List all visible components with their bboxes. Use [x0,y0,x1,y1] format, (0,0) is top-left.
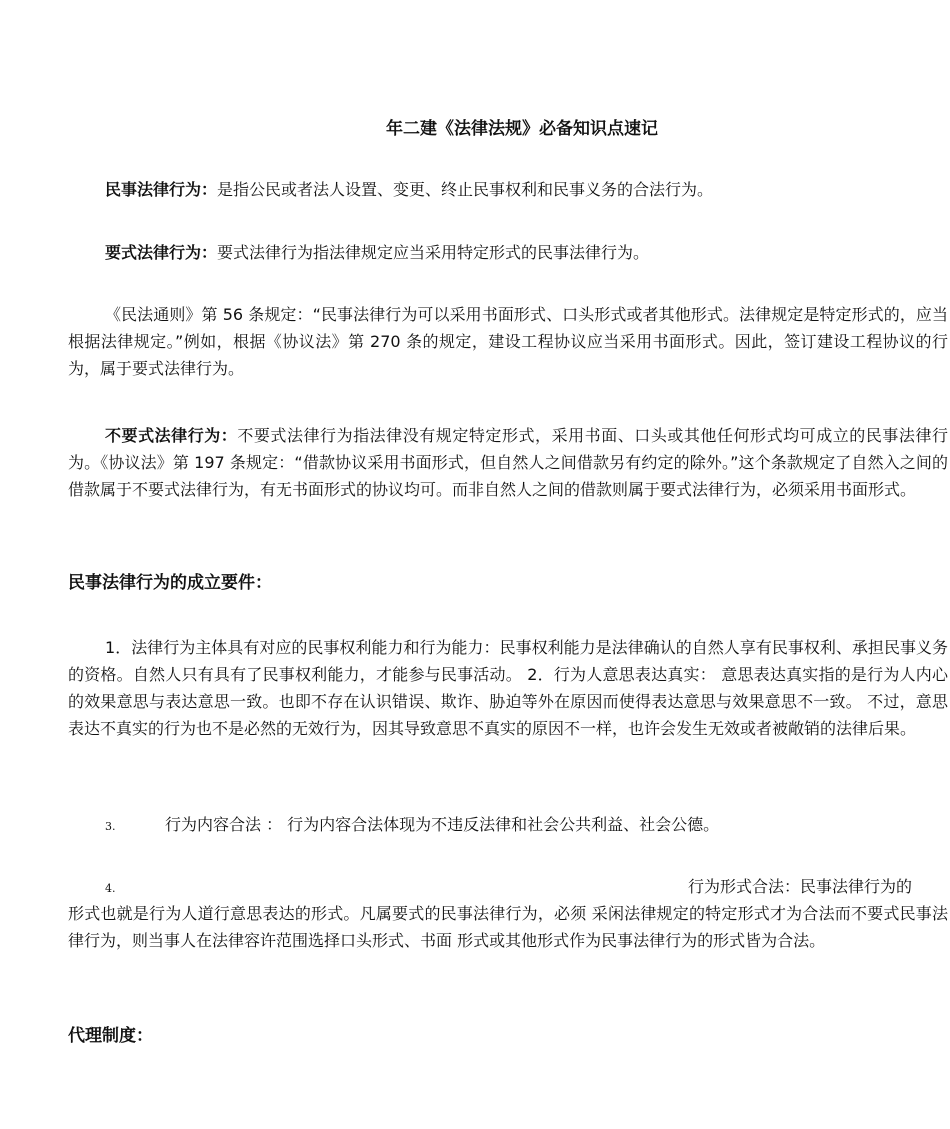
list-item-3-number: 3. [105,820,116,833]
paragraph-informal-legal-act [68,422,948,503]
section-heading-requirements: 民事法律行为的成立要件： [68,573,272,593]
document-title: 年二建《法律法规》必备知识点速记 [386,119,658,139]
term-informal-legal-act: 不要式法律行为： [105,426,238,445]
paragraph-formal-legal-act [68,239,948,266]
definition-civil-legal-act: 是指公民或者法人设置、变更、终止民事权利和民事义务的合法行为。 [217,180,714,199]
paragraph-requirements-1-2: 1．法律行为主体具有对应的民事权利能力和行为能力：民事权利能力是法律确认的自然人享有民事权利、承担民事义务的资格。自然人只有具有了民事权利能力，才能参与民事活动。 2．行为人意思表达真实： 意思表达真实指的是行为人内心的效果意思与表达意思一致。也即不存在认识错误、欺诈、胁迫等外在原因而使得表达意思与效果意思不一致。 不过，意思表达不真实的行为也不是必然的无效行为，因其导致意思不真实的原因不一样，也许会发生无效或者被敞销的法律后果。 [68,638,948,738]
paragraph-civil-law-article-56: 《民法通则》第 56 条规定：“民事法律行为可以采用书面形式、口头形式或者其他形式。法律规定是特定形式的，应当根据法律规定。”例如，根据《协议法》第 270 条的规定，建设工程协议应当采用书面形式。因此，签订建设工程协议的行为，属于要式法律行为。 [68,305,948,378]
list-item-3 [68,811,948,838]
definition-formal-legal-act: 要式法律行为指法律规定应当采用特定形式的民事法律行为。 [217,243,650,262]
list-item-4-number: 4. [105,882,116,895]
paragraph-civil-legal-act [68,176,948,203]
term-civil-legal-act: 民事法律行为： [105,180,218,199]
definition-informal-legal-act: 不要式法律行为指法律没有规定特定形式，采用书面、口头或其他任何形式均可成立的民事法律行为。《协议法》第 197 条规定：“借款协议采用书面形式，但自然人之间借款另有约定的除外。”这个条款规定了自然入之间的借款属于不要式法律行为，有无书面形式的协议均可。而非自然人之间的借款则属于要式法律行为，必须采用书面形式。 [68,426,948,499]
list-item-4 [68,873,948,900]
term-formal-legal-act: 要式法律行为： [105,243,218,262]
list-item-3-text: 行为内容合法 ： 行为内容合法体现为不违反法律和社会公共利益、社会公德。 [165,815,720,834]
list-item-4-continuation: 形式也就是行为人道行意思表达的形式。凡属要式的民事法律行为，必须 采闲法律规定的特定形式才为合法而不要式民事法律行为，则当事人在法律容许范围选择口头形式、书面 形式或其他形式作为民事法律行为的形式皆为合法。 [68,904,948,950]
section-heading-agency: 代理制度： [68,1026,153,1046]
list-item-4-first-line: 行为形式合法：民事法律行为的 [688,877,913,896]
